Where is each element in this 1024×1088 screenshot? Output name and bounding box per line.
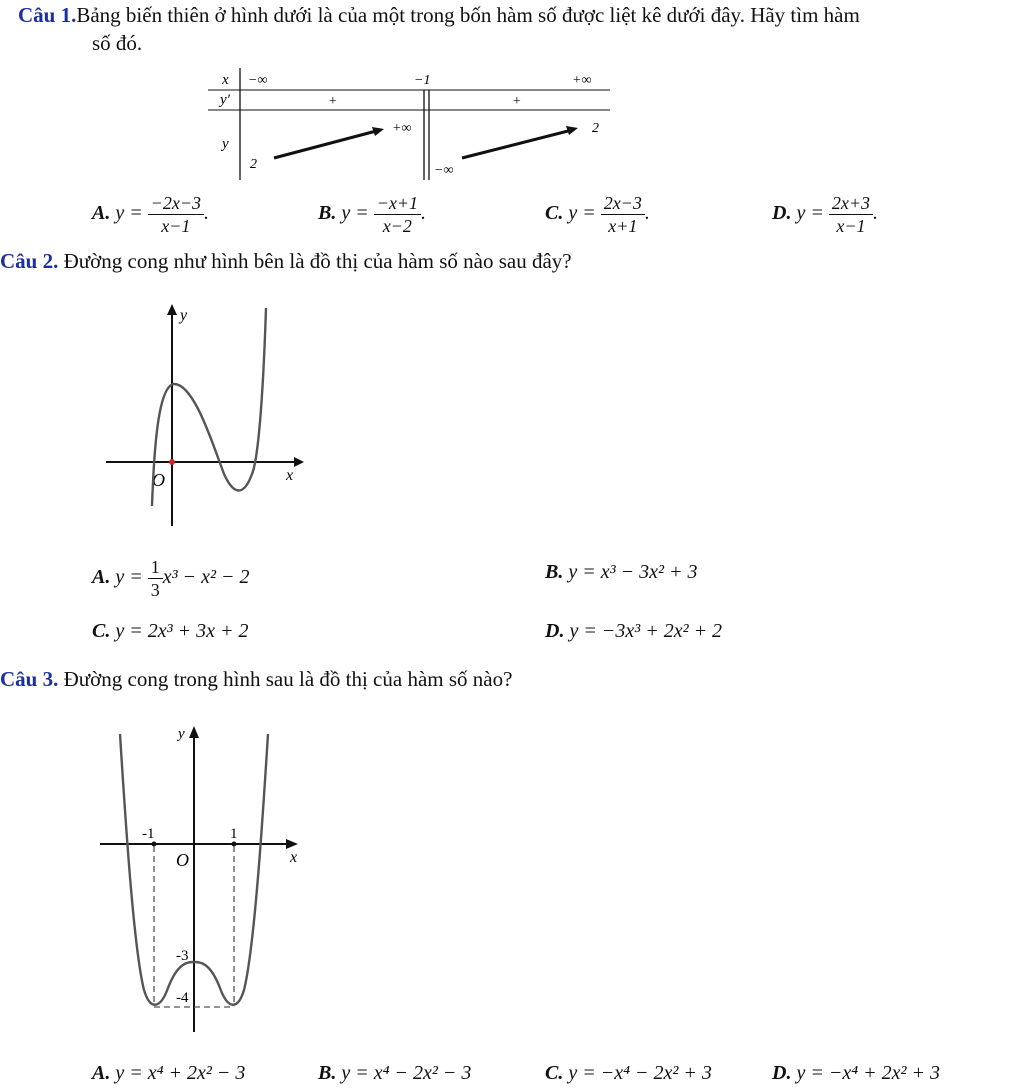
q2-header (0, 248, 572, 274)
q1-table-x-posinf: +∞ (572, 73, 592, 88)
q2-number: Câu 2. (0, 249, 59, 273)
q1-option-a[interactable]: A. y = $\frac{-2x-3}{x-1}$ . (92, 193, 210, 236)
q1-table-arrow-right (462, 130, 572, 158)
q1-table-x-label: x (222, 72, 229, 88)
q1-text-line1: Bảng biến thiên ở hình dưới là của một trong bốn hàm số được liệt kê dưới đây. Hãy tìm hàm (76, 3, 860, 27)
q1-table-y-label: y (222, 136, 229, 152)
q2-option-d[interactable]: D. y = −3x³ + 2x² + 2 (545, 620, 723, 642)
q1-table-yp-label: y' (220, 92, 230, 108)
q1-option-a-fraction: $\frac{-2x-3}{x-1}$ (148, 192, 204, 237)
q1-table-arrow-left (274, 130, 380, 158)
q1-text-line2: số đó. (92, 31, 143, 55)
q2-option-a-fraction: $\frac{1}{3}$ (148, 556, 163, 601)
q1-table-y-right-start: −∞ (434, 163, 454, 178)
q3-number: Câu 3. (0, 667, 59, 691)
q1-table-yp-sign-left: + (328, 94, 338, 109)
q3-tick-neg1: -1 (142, 826, 155, 842)
q3-option-d[interactable]: D. y = −x⁴ + 2x² + 3 (772, 1062, 941, 1084)
q2-origin-dot (169, 459, 175, 465)
q2-option-a[interactable]: A. y = $\frac{1}{3}$ x³ − x² − 2 (92, 557, 250, 600)
q1-table-yp-sign-right: + (512, 94, 522, 109)
q3-option-a[interactable]: A. y = x⁴ + 2x² − 3 (92, 1062, 246, 1084)
q1-option-c-fraction: $\frac{2x-3}{x+1}$ (601, 192, 645, 237)
q1-variation-table (200, 66, 620, 182)
q3-x-axis-arrow (286, 839, 298, 849)
q2-graph (100, 300, 310, 530)
q3-point-neg1 (152, 842, 157, 847)
q1-option-d[interactable]: D. y = $\frac{2x+3}{x-1}$ . (772, 193, 878, 236)
q3-option-b[interactable]: B. y = x⁴ − 2x² − 3 (318, 1062, 472, 1084)
q1-table-y-right-end: 2 (592, 121, 599, 136)
q2-x-axis-arrow (294, 457, 304, 467)
q2-y-label: y (180, 307, 188, 324)
q1-option-b[interactable]: B. y = $\frac{-x+1}{x-2}$ . (318, 193, 427, 236)
q3-option-c[interactable]: C. y = −x⁴ − 2x² + 3 (545, 1062, 712, 1084)
q3-header (0, 666, 512, 692)
q2-option-b[interactable]: B. y = x³ − 3x² + 3 (545, 561, 698, 583)
q1-option-b-fraction: $\frac{-x+1}{x-2}$ (374, 192, 421, 237)
q3-tick-neg4: -4 (176, 990, 189, 1006)
q1-table-x-neg1: −1 (414, 73, 431, 88)
q3-y-axis-arrow (189, 726, 199, 738)
q3-graph (96, 720, 306, 1036)
q3-point-1 (232, 842, 237, 847)
q2-text: Đường cong như hình bên là đồ thị của hàm số nào sau đây? (63, 249, 572, 273)
q2-y-axis-arrow (167, 304, 177, 315)
q2-origin-label: O (152, 470, 165, 490)
q1-header (18, 2, 1018, 28)
q1-number: Câu 1. (18, 3, 77, 27)
q3-tick-neg3: -3 (176, 948, 189, 964)
q3-tick-1: 1 (230, 826, 238, 842)
q1-table-y-left-start: 2 (250, 157, 257, 172)
q1-option-d-fraction: $\frac{2x+3}{x-1}$ (829, 192, 873, 237)
q1-table-x-neginf: −∞ (248, 73, 268, 88)
q1-option-c[interactable]: C. y = $\frac{2x-3}{x+1}$ . (545, 193, 650, 236)
q3-x-label: x (290, 849, 298, 866)
q2-curve (152, 308, 266, 506)
q1-table-y-left-end: +∞ (392, 121, 412, 136)
q2-option-c[interactable]: C. y = 2x³ + 3x + 2 (92, 620, 249, 642)
q3-text: Đường cong trong hình sau là đồ thị của hàm số nào? (63, 667, 513, 691)
q2-x-label: x (286, 467, 294, 484)
q3-origin-label: O (176, 850, 189, 870)
q3-y-label: y (178, 726, 185, 742)
